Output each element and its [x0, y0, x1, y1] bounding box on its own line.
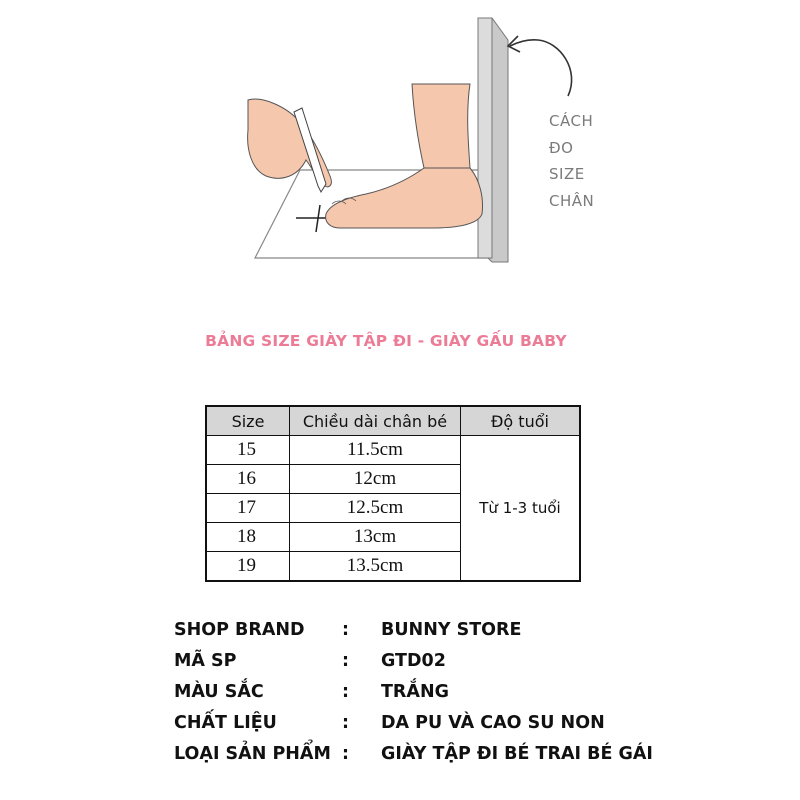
cell-length: 11.5cm: [290, 436, 461, 465]
info-label: MÀU SẮC: [174, 682, 264, 702]
size-chart-title: BẢNG SIZE GIÀY TẬP ĐI - GIÀY GẤU BABY: [205, 332, 567, 350]
info-separator: :: [342, 651, 349, 671]
info-separator: :: [342, 713, 349, 733]
caption-line: ĐO: [549, 138, 574, 157]
caption-line: CHÂN: [549, 191, 595, 210]
info-label: SHOP BRAND: [174, 620, 305, 640]
info-value: TRẮNG: [381, 682, 449, 702]
info-value: GIÀY TẬP ĐI BÉ TRAI BÉ GÁI: [381, 744, 653, 764]
cell-size: 17: [206, 494, 290, 523]
arrow-icon: [510, 40, 572, 96]
caption-line: CÁCH: [549, 112, 594, 130]
info-label: LOẠI SẢN PHẨM: [174, 744, 331, 764]
cell-length: 12.5cm: [290, 494, 461, 523]
cell-length: 13cm: [290, 523, 461, 552]
info-label: MÃ SP: [174, 651, 237, 671]
info-separator: :: [342, 682, 349, 702]
header-length: Chiều dài chân bé: [290, 406, 461, 436]
cell-size: 18: [206, 523, 290, 552]
foot-measure-illustration: [0, 0, 800, 300]
table-header-row: [206, 406, 580, 436]
cell-length: 13.5cm: [290, 552, 461, 582]
leg: [412, 84, 470, 168]
info-label: CHẤT LIỆU: [174, 713, 277, 733]
header-size: Size: [206, 406, 290, 436]
header-age: Độ tuổi: [461, 406, 581, 436]
info-value: GTD02: [381, 651, 446, 671]
cell-size: 15: [206, 436, 290, 465]
cell-length: 12cm: [290, 465, 461, 494]
cell-age: Từ 1-3 tuổi: [461, 436, 581, 582]
cell-size: 16: [206, 465, 290, 494]
caption-line: SIZE: [549, 165, 585, 183]
size-table: [205, 405, 581, 582]
info-separator: :: [342, 744, 349, 764]
info-value: BUNNY STORE: [381, 620, 522, 640]
info-separator: :: [342, 620, 349, 640]
cell-size: 19: [206, 552, 290, 582]
measure-caption: [549, 108, 619, 214]
table-row: [206, 436, 580, 465]
info-value: DA PU VÀ CAO SU NON: [381, 713, 605, 733]
